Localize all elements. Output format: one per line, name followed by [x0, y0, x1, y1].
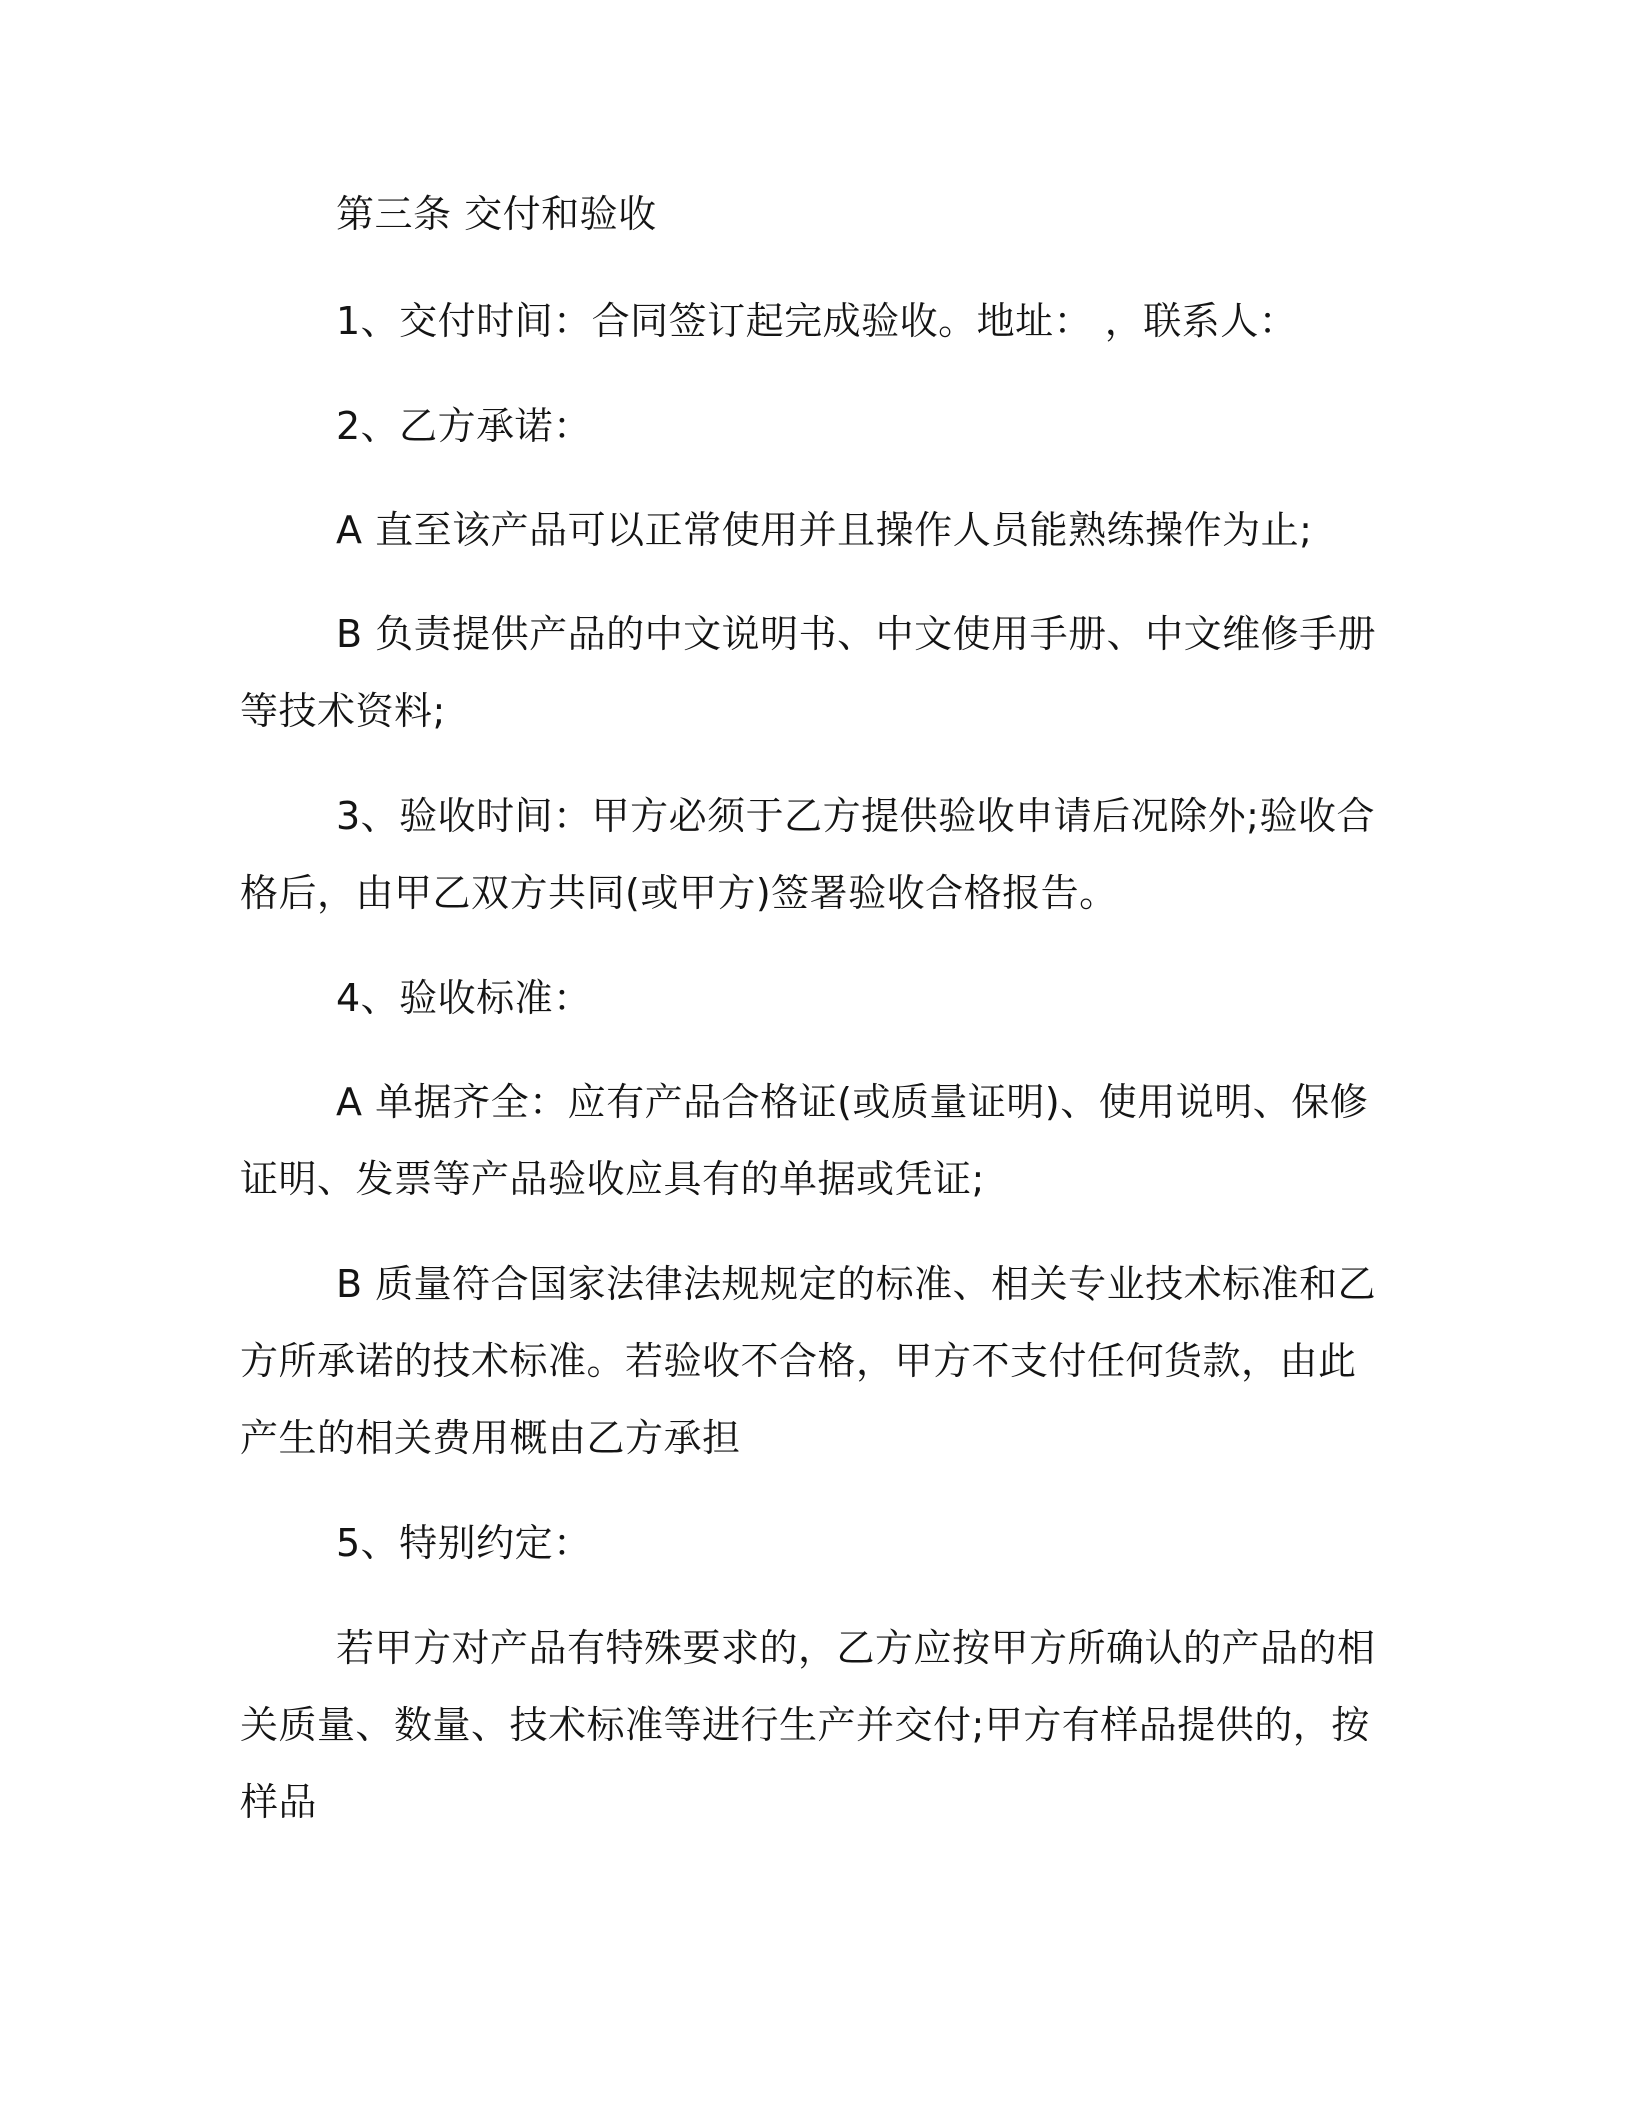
paragraph-standard-b: B 质量符合国家法律法规规定的标准、相关专业技术标准和乙方所承诺的技术标准。若验收不合格，甲方不支付任何货款，由此产生的相关费用概由乙方承担: [240, 1262, 1377, 1460]
paragraph-delivery-time: 1、交付时间：合同签订起完成验收。地址： ，联系人：: [336, 299, 1298, 343]
paragraph-acceptance-standard: 4、验收标准：: [336, 976, 592, 1020]
paragraph-commitment-a: A 直至该产品可以正常使用并且操作人员能熟练操作为止;: [336, 508, 1313, 552]
paragraph-special-agreement: 5、特别约定：: [336, 1521, 592, 1565]
paragraph-party-b-commitment: 2、乙方承诺：: [336, 404, 592, 448]
paragraph-special-requirements: 若甲方对产品有特殊要求的，乙方应按甲方所确认的产品的相关质量、数量、技术标准等进行生产并交付;甲方有样品提供的，按样品: [240, 1626, 1376, 1824]
paragraph-commitment-b: B 负责提供产品的中文说明书、中文使用手册、中文维修手册等技术资料;: [240, 612, 1377, 733]
paragraph-standard-a: A 单据齐全：应有产品合格证(或质量证明)、使用说明、保修证明、发票等产品验收应具有的单据或凭证;: [240, 1080, 1369, 1201]
section-heading: 第三条 交付和验收: [336, 192, 657, 236]
paragraph-acceptance-time: 3、验收时间：甲方必须于乙方提供验收申请后况除外;验收合格后，由甲乙双方共同(或甲方)签署验收合格报告。: [240, 794, 1375, 915]
